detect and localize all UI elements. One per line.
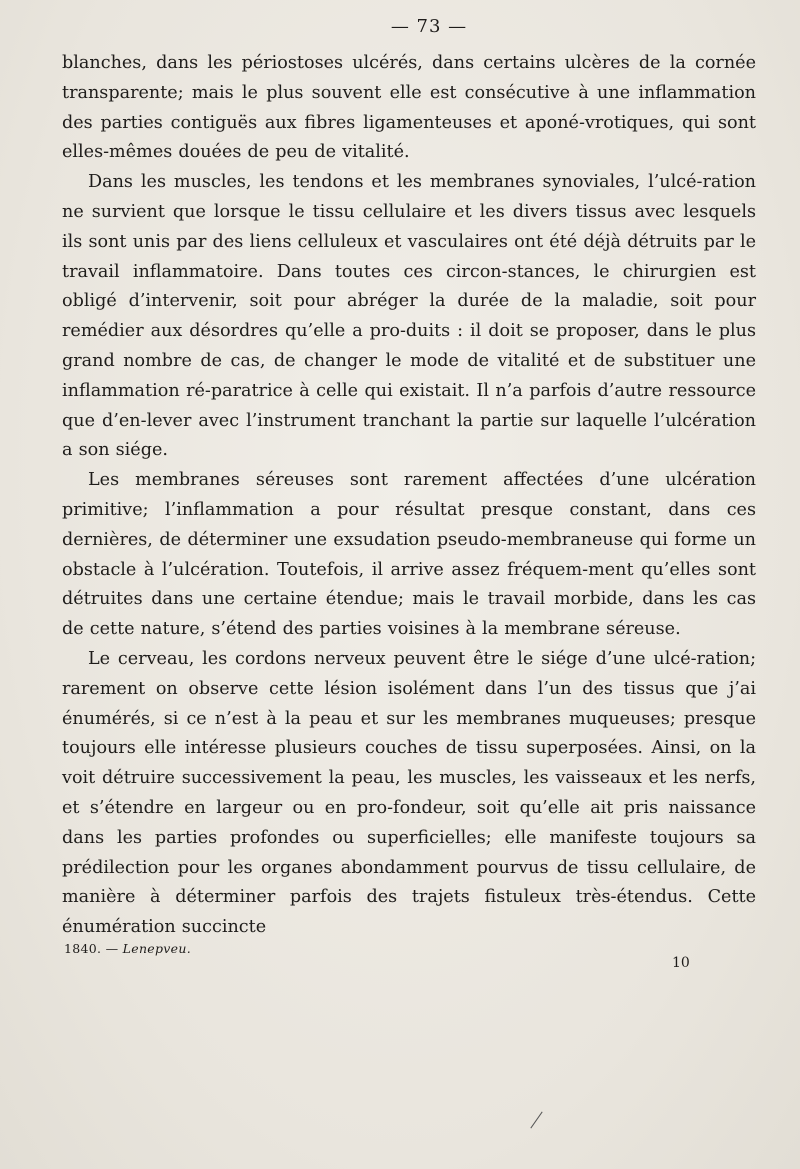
- paragraph-4: Le cerveau, les cordons nerveux peuvent être le siége d’une ulcé-ration; rarement on observe cette lésion isolément dans l’un des tissus que j’ai énumérés, si ce n’est à la peau et sur les membranes muqueuses; presque toujours elle intéresse plusieurs couches de tissu superposées. Ainsi, on la voit détruire successivement la peau, les muscles, les vaisseaux et les nerfs, et s’étendre en largeur ou en pro-fondeur, soit qu’elle ait pris naissance dans les parties profondes ou superficielles; elle manifeste toujours sa prédilection pour les organes abondamment pourvus de tissu cellulaire, de manière à déterminer parfois des trajets fistuleux très-étendus. Cette énumération succincte: [62, 648, 756, 938]
- printer-signature: 1840. — Lenepveu.: [64, 940, 191, 956]
- signature-year: 1840.: [64, 940, 102, 956]
- paragraph-3: Les membranes séreuses sont rarement affectées d’une ulcération primitive; l’inflammation a pour résultat presque constant, dans ces dernières, de déterminer une exsudation pseudo-membraneuse qui forme un obstacle à l’ulcération. Toutefois, il arrive assez fréquem-ment qu’elles sont détruites dans une certaine étendue; mais le travail morbide, dans les cas de cette nature, s’étend des parties voisines à la membrane séreuse.: [62, 470, 756, 640]
- stray-pen-mark: [530, 1112, 542, 1129]
- page-footer: [62, 940, 756, 985]
- paragraph-2: Dans les muscles, les tendons et les membranes synoviales, l’ulcé-ration ne survient que lorsque le tissu cellulaire et les divers tissus avec lesquels ils sont unis par des liens celluleux et vasculaires ont été déjà détruits par le travail inflammatoire. Dans toutes ces circon-stances, le chirurgien est obligé d’intervenir, soit pour abréger la durée de la maladie, soit pour remédier aux désordres qu’elle a pro-duits : il doit se proposer, dans le plus grand nombre de cas, de changer le mode de vitalité et de substituer une inflammation ré-paratrice à celle qui existait. Il n’a parfois d’autre ressource que d’en-lever avec l’instrument tranchant la partie sur laquelle l’ulcération a son siége.: [62, 172, 756, 461]
- page-number: — 73 —: [390, 16, 468, 37]
- paragraph-1: blanches, dans les périostoses ulcérés, dans certains ulcères de la cornée transparente; mais le plus souvent elle est consécutive à une inflammation des parties contiguës aux fibres ligamenteuses et aponé-vrotiques, qui sont elles-mêmes douées de peu de vitalité.: [62, 53, 756, 163]
- signature-author: Lenepveu.: [122, 940, 191, 956]
- sheet-number: 10: [672, 954, 690, 971]
